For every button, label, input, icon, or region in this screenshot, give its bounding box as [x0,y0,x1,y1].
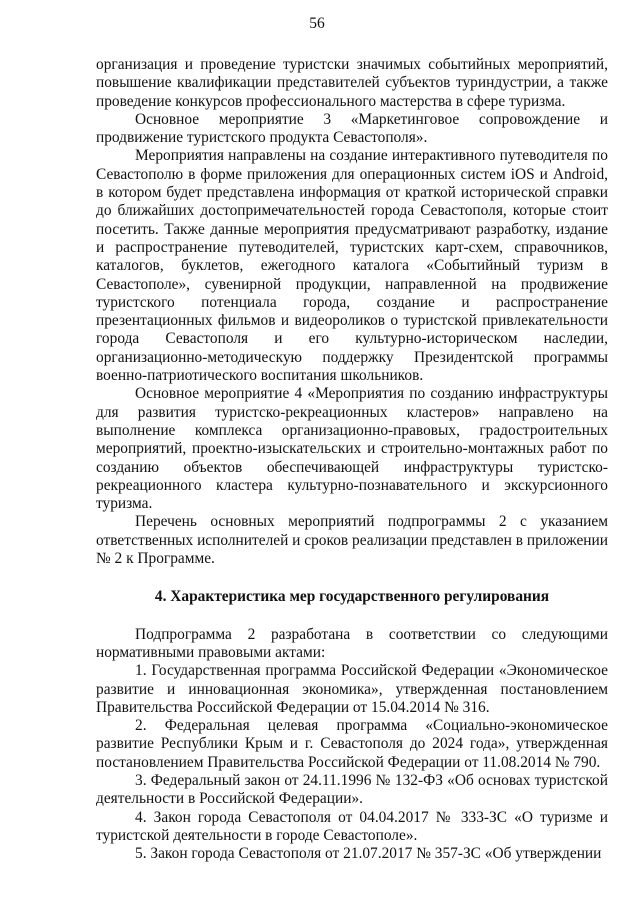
paragraph-main-event-4: Основное мероприятие 4 «Мероприятия по созданию инфраструктуры для развития туристско-рекреационных кластеров» направлено на выполнение комплекса организационно-правовых, градостроительных мероприятий, проектно-изыскательских и строительно-монтажных работ по созданию объектов обеспечивающей инфраструктуры туристско-рекреационного кластера культурно-познавательного и экскурсионного туризма. [96,385,608,513]
list-item-legal-act-4: 4. Закон города Севастополя от 04.04.2017 № 333-ЗС «О туризме и туристской деятельности в городе Севастополе». [96,808,608,844]
section-heading: 4. Характеристика мер государственного регулирования [154,588,550,606]
document-body [96,56,608,863]
paragraph-main-event-3: Основное мероприятие 3 «Маркетинговое сопровождение и продвижение туристского продукта Севастополя». [96,110,608,147]
paragraph-events-list-reference: Перечень основных мероприятий подпрограммы 2 с указанием ответственных исполнителей и сроков реализации представлен в приложении № 2 к Программе. [96,513,608,568]
list-item-legal-act-2: 2. Федеральная целевая программа «Социально-экономическое развитие Республики Крым и г. Севастополя до 2024 года», утвержденная постановлением Правительства Российской Федерации от 11.08.2014 № 790. [96,717,608,771]
list-item-legal-act-3: 3. Федеральный закон от 24.11.1996 № 132-ФЗ «Об основах туристской деятельности в Российской Федерации». [96,771,608,808]
list-item-legal-act-5: 5. Закон города Севастополя от 21.07.2017 № 357-ЗС «Об утверждении [135,845,602,863]
list-item-legal-act-1: 1. Государственная программа Российской Федерации «Экономическое развитие и инновационная экономика», утвержденная постановлением Правительства Российской Федерации от 15.04.2014 № 316. [96,662,608,716]
paragraph-event-3-description: Мероприятия направлены на создание интерактивного путеводителя по Севастополю в форме приложения для операционных систем iOS и Android, в котором будет представлена информация от краткой исторической справки до ближайших достопримечательностей города Севастополя, которые стоит посетить. Также данные мероприятия предусматривают разработку, издание и распространение путеводителей, туристских карт-схем, справочников, каталогов, буклетов, ежегодного каталога «Событийный туризм в Севастополе», сувенирной продукции, направленной на продвижение туристского потенциала города, создание и распространение презентационных фильмов и видеороликов о туристской привлекательности города Севастополя и его культурно-историческом наследии, организационно-методическую поддержку Президентской программы военно-патриотического воспитания школьников. [96,147,608,385]
page-number: 56 [309,15,325,32]
paragraph-continuation: организация и проведение туристски значимых событийных мероприятий, повышение квалификации представителей субъектов туриндустрии, а также проведение конкурсов профессионального мастерства в сфере туризма. [96,56,608,110]
paragraph-legal-basis-intro: Подпрограмма 2 разработана в соответствии со следующими нормативными правовыми актами: [96,625,608,661]
